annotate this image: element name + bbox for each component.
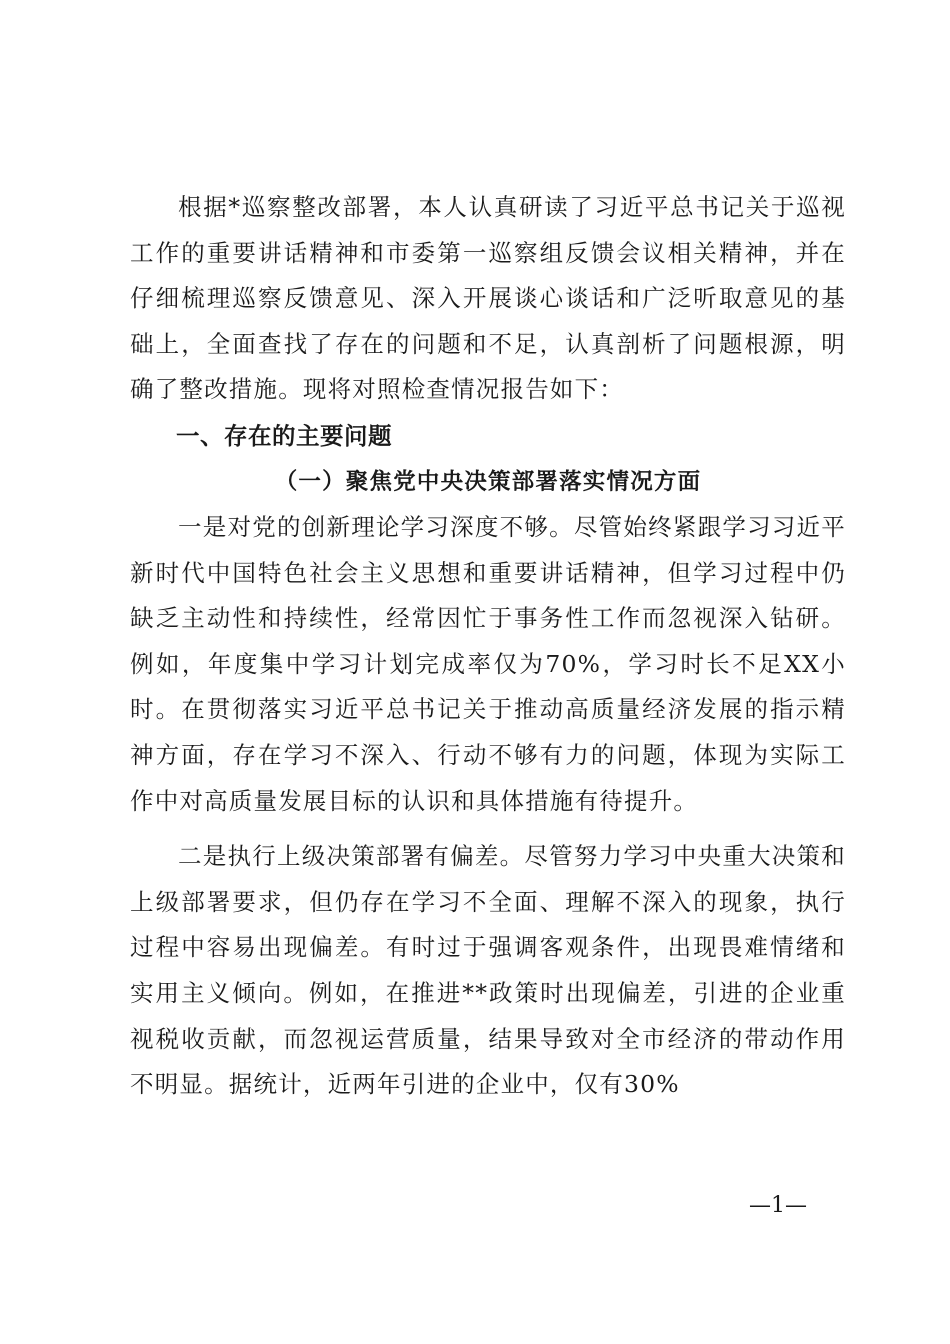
document-body	[130, 185, 846, 1108]
page-number: —1—	[749, 1193, 807, 1218]
subsection-heading: （一）聚焦党中央决策部署落实情况方面	[274, 468, 702, 495]
problem-item-1: 一是对党的创新理论学习深度不够。尽管始终紧跟学习习近平新时代中国特色社会主义思想和重要讲话精神，但学习过程中仍缺乏主动性和持续性，经常因忙于事务性工作而忽视深入钻研。例如，年度集中学习计划完成率仅为70%，学习时长不足XX小时。在贯彻落实习近平总书记关于推动高质量经济发展的指示精神方面，存在学习不深入、行动不够有力的问题，体现为实际工作中对高质量发展目标的认识和具体措施有待提升。	[130, 512, 846, 815]
paragraph-spacer	[130, 824, 846, 834]
intro-paragraph: 根据*巡察整改部署，本人认真研读了习近平总书记关于巡视工作的重要讲话精神和市委第一巡察组反馈会议相关精神，并在仔细梳理巡察反馈意见、深入开展谈心谈话和广泛听取意见的基础上，全面查找了存在的问题和不足，认真剖析了问题根源，明确了整改措施。现将对照检查情况报告如下：	[130, 193, 846, 404]
problem-item-2: 二是执行上级决策部署有偏差。尽管努力学习中央重大决策和上级部署要求，但仍存在学习不全面、理解不深入的现象，执行过程中容易出现偏差。有时过于强调客观条件，出现畏难情绪和实用主义倾向。例如，在推进**政策时出现偏差，引进的企业重视税收贡献，而忽视运营质量，结果导致对全市经济的带动作用不明显。据统计，近两年引进的企业中，仅有30%	[130, 842, 846, 1099]
section-heading: 一、存在的主要问题	[176, 421, 392, 450]
